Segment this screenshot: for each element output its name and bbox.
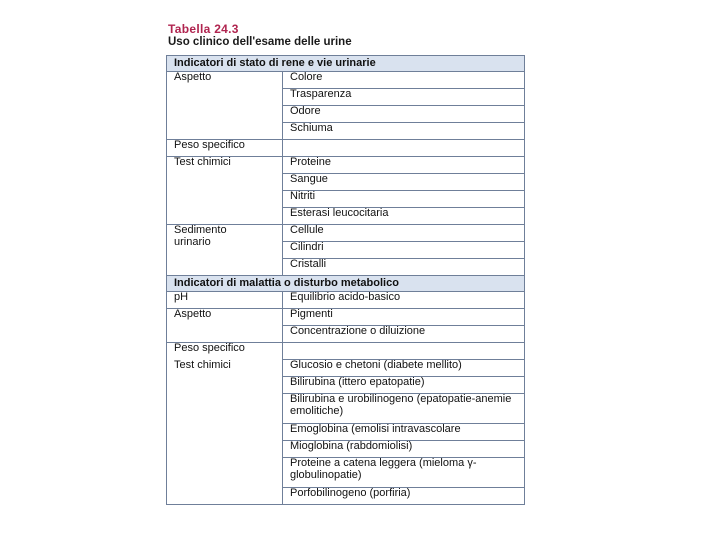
table-cell: Nitriti	[283, 191, 525, 208]
table-caption: Tabella 24.3	[168, 22, 239, 36]
table-row	[167, 343, 525, 360]
table-cell: Bilirubina (ittero epatopatie)	[283, 377, 525, 394]
table-cell: Colore	[283, 72, 525, 89]
table-cell: Pigmenti	[283, 309, 525, 326]
row-label-aspetto: Aspetto	[167, 72, 283, 140]
table-cell: Mioglobina (rabdomiolisi)	[283, 441, 525, 458]
row-label-aspetto-2: Aspetto	[167, 309, 283, 343]
table-row	[167, 309, 525, 326]
row-label-peso-specifico-2: Peso specifico	[174, 342, 245, 354]
table-cell: Esterasi leucocitaria	[283, 208, 525, 225]
table-row	[167, 140, 525, 157]
table-cell: Proteine	[283, 157, 525, 174]
table-cell: Bilirubina e urobilinogeno (epatopatie-anemie emolitiche)	[283, 394, 525, 424]
row-label-sedimento: Sedimento urinario	[167, 225, 283, 276]
table-cell: Sangue	[283, 174, 525, 191]
table-cell: Cellule	[283, 225, 525, 242]
table-cell: Odore	[283, 106, 525, 123]
table-cell: Glucosio e chetoni (diabete mellito)	[283, 360, 525, 377]
row-label-test-chimici: Test chimici	[167, 157, 283, 225]
table-cell: Proteine a catena leggera (mieloma γ-globulinopatie)	[283, 458, 525, 488]
section-header-row	[167, 56, 525, 72]
row-label-test-chimici-2: Test chimici	[174, 359, 231, 371]
table-cell: Porfobilinogeno (porfiria)	[283, 488, 525, 505]
urine-exam-table	[166, 55, 525, 505]
table-cell: Trasparenza	[283, 89, 525, 106]
table-cell: Cilindri	[283, 242, 525, 259]
table-row	[167, 157, 525, 174]
table-cell: Schiuma	[283, 123, 525, 140]
table-row	[167, 292, 525, 309]
table-cell: Concentrazione o diluizione	[283, 326, 525, 343]
table-title: Uso clinico dell'esame delle urine	[168, 36, 352, 48]
table-cell	[283, 343, 525, 360]
table-cell	[283, 140, 525, 157]
row-label-peso-specifico: Peso specifico	[167, 140, 283, 157]
section2-header: Indicatori di malattia o disturbo metabolico	[167, 276, 525, 292]
table-document	[166, 22, 524, 505]
row-label-ph: pH	[167, 292, 283, 309]
table-cell: Equilibrio acido-basico	[283, 292, 525, 309]
table-row	[167, 72, 525, 89]
section-header-row	[167, 276, 525, 292]
table-cell: Emoglobina (emolisi intravascolare	[283, 424, 525, 441]
table-cell: Cristalli	[283, 259, 525, 276]
row-label-group-2	[167, 343, 283, 505]
section1-header: Indicatori di stato di rene e vie urinarie	[167, 56, 525, 72]
table-row	[167, 225, 525, 242]
